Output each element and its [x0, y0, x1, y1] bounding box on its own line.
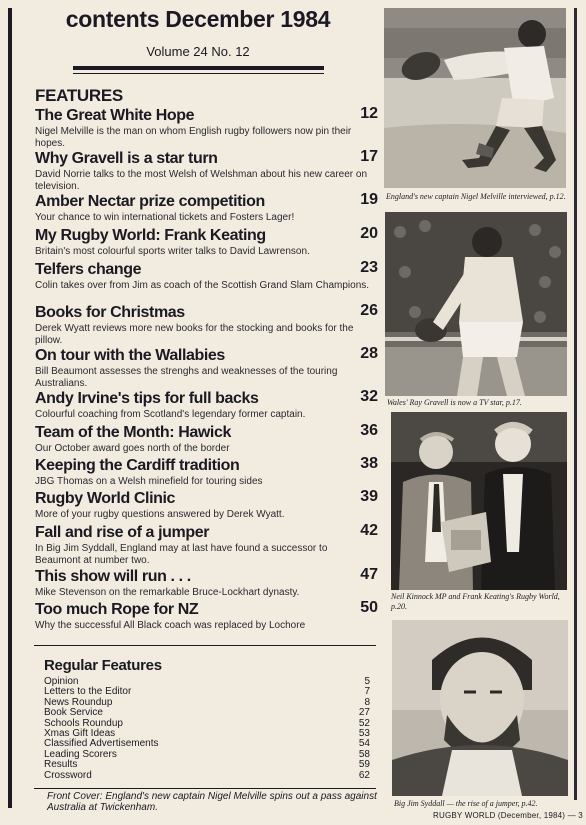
regular-item-page: 5 — [364, 676, 370, 687]
feature-description: Colourful coaching from Scotland's legendary former captain. — [35, 409, 306, 420]
feature-title[interactable]: Too much Rope for NZ — [35, 601, 199, 618]
feature-page-number: 38 — [360, 455, 378, 472]
feature-item[interactable] — [35, 566, 378, 599]
regular-item-label[interactable]: Opinion — [44, 676, 79, 687]
feature-title[interactable]: This show will run . . . — [35, 568, 191, 585]
photo-kinnock-keating — [391, 412, 567, 611]
feature-title[interactable]: Books for Christmas — [35, 304, 185, 321]
regular-item-page: 8 — [364, 696, 370, 708]
feature-title[interactable]: Andy Irvine's tips for full backs — [35, 390, 259, 407]
title-rule-thick — [73, 66, 324, 70]
regular-item-label[interactable]: Book Service — [44, 707, 103, 719]
feature-title[interactable]: On tour with the Wallabies — [35, 347, 225, 364]
feature-title[interactable]: Keeping the Cardiff tradition — [35, 457, 240, 474]
feature-item[interactable] — [35, 522, 378, 566]
regular-features-heading: Regular Features — [44, 657, 162, 674]
feature-title[interactable]: Fall and rise of a jumper — [35, 524, 210, 541]
regular-item-page: 59 — [358, 759, 370, 771]
feature-page-number: 50 — [360, 599, 378, 616]
feature-item[interactable] — [35, 455, 378, 488]
feature-title[interactable]: Telfers change — [35, 261, 142, 278]
photo-syddall — [392, 620, 568, 808]
feature-item[interactable] — [35, 599, 378, 632]
regular-features-list — [44, 677, 370, 781]
regular-features-box — [34, 645, 376, 789]
regular-item[interactable] — [44, 750, 370, 760]
feature-item[interactable] — [35, 345, 378, 389]
gravell-caption: Wales' Ray Gravell is now a TV star, p.17. — [387, 398, 522, 407]
regular-item-label[interactable]: Results — [44, 759, 78, 771]
features-heading: FEATURES — [35, 86, 123, 105]
regular-item-label[interactable]: Letters to the Editor — [44, 686, 132, 698]
feature-item[interactable] — [35, 148, 378, 192]
feature-description: JBG Thomas on a Welsh minefield for touring sides — [35, 476, 263, 487]
regular-item-label[interactable]: Xmas Gift Ideas — [44, 727, 116, 739]
feature-page-number: 20 — [360, 225, 378, 242]
regular-item-page: 54 — [358, 738, 370, 750]
feature-description: More of your rugby questions answered by Derek Wyatt. — [35, 509, 285, 520]
feature-page-number: 32 — [360, 388, 378, 405]
feature-item[interactable] — [35, 388, 378, 421]
regular-item-page: 62 — [358, 769, 370, 781]
syddall-photo-image — [392, 620, 568, 796]
feature-page-number: 47 — [360, 566, 378, 583]
cover-note: Front Cover: England's new captain Nigel Melville spins out a pass against Australia at Twickenham. — [47, 791, 377, 813]
regular-item-label[interactable]: Classified Advertisements — [44, 738, 159, 750]
feature-description: Your chance to win international tickets and Fosters Lager! — [35, 212, 295, 223]
syddall-caption: Big Jim Syddall — the rise of a jumper, p.42. — [394, 799, 538, 808]
feature-title[interactable]: My Rugby World: Frank Keating — [35, 227, 266, 244]
feature-description: Why the successful All Black coach was replaced by Lochore — [35, 620, 306, 631]
page-title: contents December 1984 — [65, 6, 331, 32]
feature-description: Mike Stevenson on the remarkable Bruce-Lockhart dynasty. — [35, 587, 300, 598]
feature-page-number: 28 — [360, 345, 378, 362]
feature-description: Derek Wyatt reviews more new books for the stocking and books for the pillow. — [35, 323, 354, 346]
melville-caption: England's new captain Nigel Melville interviewed, p.12. — [386, 192, 566, 201]
regular-item-page: 27 — [358, 707, 370, 719]
feature-description: Nigel Melville is the man on whom English rugby followers now pin their hopes. — [35, 126, 352, 149]
feature-item[interactable] — [35, 488, 378, 521]
feature-description: In Big Jim Syddall, England may at last have found a successor to Beaumont at number two. — [35, 543, 328, 566]
feature-page-number: 42 — [360, 522, 378, 539]
feature-item[interactable] — [35, 302, 378, 346]
feature-item[interactable] — [35, 191, 378, 224]
feature-title[interactable]: Amber Nectar prize competition — [35, 193, 265, 210]
feature-title[interactable]: The Great White Hope — [35, 107, 195, 124]
gravell-photo-image — [385, 212, 567, 396]
feature-item[interactable] — [35, 259, 378, 292]
feature-description: Bill Beaumont assesses the strenghs and weaknesses of the touring Australians. — [35, 366, 338, 389]
feature-description: Britain's most colourful sports writer talks to David Lawrenson. — [35, 246, 310, 257]
regular-item-page: 7 — [364, 686, 370, 698]
title-rule-thin — [73, 73, 324, 74]
feature-title[interactable]: Rugby World Clinic — [35, 490, 176, 507]
volume-label: Volume 24 No. 12 — [146, 44, 250, 59]
feature-page-number: 19 — [360, 191, 378, 208]
feature-page-number: 39 — [360, 488, 378, 505]
feature-page-number: 26 — [360, 302, 378, 319]
feature-page-number: 17 — [360, 148, 378, 165]
feature-description: Colin takes over from Jim as coach of the Scottish Grand Slam Champions. — [35, 280, 370, 291]
feature-description: David Norrie talks to the most Welsh of Welshman about his new career on television. — [35, 169, 368, 192]
feature-page-number: 23 — [360, 259, 378, 276]
feature-page-number: 36 — [360, 422, 378, 439]
kinnock-caption: Neil Kinnock MP and Frank Keating's Rugby World, p.20. — [391, 592, 560, 611]
regular-item-page: 52 — [358, 717, 370, 729]
feature-item[interactable] — [35, 422, 378, 455]
feature-item[interactable] — [35, 225, 378, 258]
photo-gravell — [385, 212, 567, 407]
right-rule — [574, 8, 577, 800]
feature-description: Our October award goes north of the border — [35, 443, 230, 454]
feature-item[interactable] — [35, 105, 378, 149]
regular-item[interactable] — [44, 760, 370, 770]
melville-photo-image — [384, 8, 566, 188]
page-footer: RUGBY WORLD (December, 1984) — 3 — [433, 811, 583, 820]
kinnock-photo-image — [391, 412, 567, 590]
regular-item-label[interactable]: News Roundup — [44, 696, 113, 708]
regular-item-label[interactable]: Leading Scorers — [44, 748, 117, 760]
feature-page-number: 12 — [360, 105, 378, 122]
regular-item-label[interactable]: Crossword — [44, 769, 92, 781]
feature-title[interactable]: Team of the Month: Hawick — [35, 424, 231, 441]
regular-item-page: 53 — [358, 727, 370, 739]
regular-item-page: 58 — [358, 748, 370, 760]
regular-item-label[interactable]: Schools Roundup — [44, 717, 123, 729]
feature-title[interactable]: Why Gravell is a star turn — [35, 150, 218, 167]
regular-item[interactable] — [44, 771, 370, 781]
photo-melville — [384, 8, 566, 201]
left-rule — [8, 8, 12, 808]
